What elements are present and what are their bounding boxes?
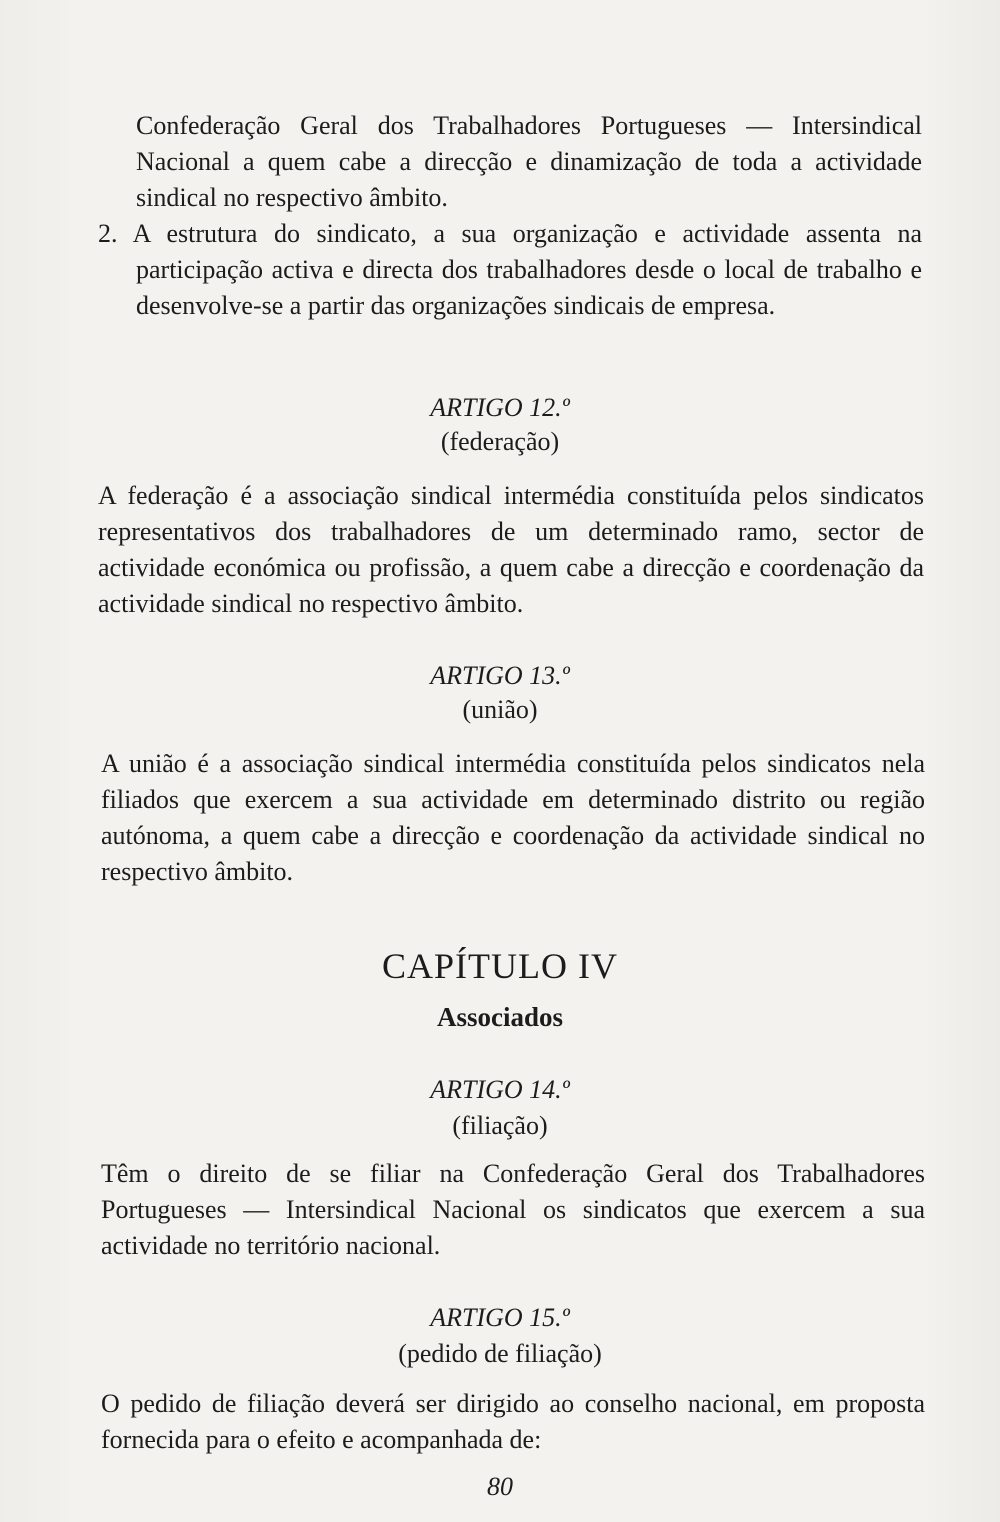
chapter-title: CAPÍTULO IV (382, 946, 618, 986)
article-13-text: A união é a associação sindical intermédia constituída pelos sindicatos nela filiados que exercem a sua actividade em determinado distrito ou região autónoma, a quem cabe a direcção e coordenação da actividade sindical no respectivo âmbito. (101, 749, 925, 886)
article-12-title: ARTIGO 12.º (430, 393, 570, 422)
article-15-title: ARTIGO 15.º (430, 1303, 570, 1332)
intro-paragraph-block (136, 108, 922, 216)
page-number: 80 (487, 1472, 513, 1501)
intro-paragraph: Confederação Geral dos Trabalhadores Portugueses — Intersindical Nacional a quem cabe a direcção e dinamização de toda a actividade sindical no respectivo âmbito. (136, 111, 922, 212)
numbered-item-2: 2. A estrutura do sindicato, a sua organização e actividade assenta na participação activa e directa dos trabalhadores desde o local de trabalho e desenvolve-se a partir das organizações sindicais de empresa. (98, 219, 922, 320)
section-title: Associados (436, 1002, 564, 1032)
article-14-text: Têm o direito de se filiar na Confederação Geral dos Trabalhadores Portugueses — Intersindical Nacional os sindicatos que exercem a sua actividade no território nacional. (101, 1159, 925, 1260)
article-15-block (101, 1386, 925, 1458)
article-15-text: O pedido de filiação deverá ser dirigido ao conselho nacional, em proposta fornecida para o efeito e acompanhada de: (101, 1389, 925, 1454)
article-14-subtitle: (filiação) (452, 1111, 548, 1140)
article-13-subtitle: (união) (462, 695, 538, 724)
item-2-block (98, 216, 922, 324)
article-15-subtitle: (pedido de filiação) (398, 1339, 602, 1368)
article-13-title: ARTIGO 13.º (430, 661, 570, 690)
article-14-block (101, 1156, 925, 1264)
article-12-block (98, 478, 924, 622)
article-14-title: ARTIGO 14.º (430, 1075, 570, 1104)
article-12-text: A federação é a associação sindical intermédia constituída pelos sindicatos representativos dos trabalhadores de um determinado ramo, sector de actividade económica ou profissão, a quem cabe a direcção e coordenação da actividade sindical no respectivo âmbito. (98, 481, 924, 618)
article-13-block (101, 746, 925, 890)
article-12-subtitle: (federação) (440, 427, 560, 456)
